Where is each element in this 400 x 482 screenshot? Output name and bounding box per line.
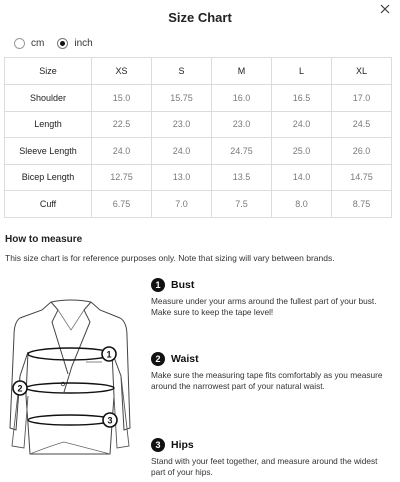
unit-option-cm[interactable]	[14, 38, 44, 49]
unit-label-cm: cm	[31, 37, 45, 49]
measure-item-bust	[151, 278, 391, 318]
size-table	[4, 57, 392, 218]
table-cell: 14.0	[272, 164, 332, 191]
table-cell: 24.75	[212, 138, 272, 165]
table-cell: 22.5	[92, 111, 152, 138]
radio-cm[interactable]	[14, 38, 25, 49]
row-label: Bicep Length	[5, 164, 92, 191]
unit-label-inch: inch	[74, 37, 93, 49]
row-label: Shoulder	[5, 85, 92, 112]
table-row	[5, 164, 392, 191]
table-cell: 23.0	[212, 111, 272, 138]
radio-inch[interactable]	[57, 38, 68, 49]
measure-item-hips	[151, 438, 391, 478]
table-header-cell: S	[152, 58, 212, 85]
jacket-illustration	[6, 296, 136, 476]
table-header-row	[5, 58, 392, 85]
row-label: Sleeve Length	[5, 138, 92, 165]
table-cell: 8.75	[332, 191, 392, 218]
step-number: 3	[151, 438, 165, 452]
table-cell: 8.0	[272, 191, 332, 218]
table-header-cell: M	[212, 58, 272, 85]
table-row	[5, 191, 392, 218]
table-cell: 25.0	[272, 138, 332, 165]
table-cell: 26.0	[332, 138, 392, 165]
marker-3	[103, 413, 117, 427]
table-cell: 24.0	[92, 138, 152, 165]
page-title: Size Chart	[168, 10, 232, 25]
reference-note: This size chart is for reference purposes only. Note that sizing will vary between brands.	[5, 253, 335, 263]
table-cell: 24.0	[272, 111, 332, 138]
table-header-cell: L	[272, 58, 332, 85]
step-description: Measure under your arms around the fullest part of your bust. Make sure to keep the tape level!	[151, 296, 377, 317]
table-cell: 16.5	[272, 85, 332, 112]
table-cell: 16.0	[212, 85, 272, 112]
table-cell: 24.0	[152, 138, 212, 165]
step-description: Stand with your feet together, and measure around the widest part of your hips.	[151, 456, 378, 477]
table-cell: 7.0	[152, 191, 212, 218]
table-cell: 13.0	[152, 164, 212, 191]
step-number: 1	[151, 278, 165, 292]
measure-item-waist	[151, 352, 391, 392]
marker-1	[102, 347, 116, 361]
unit-option-inch[interactable]	[57, 38, 92, 49]
table-cell: 14.75	[332, 164, 392, 191]
step-name: Hips	[171, 439, 194, 451]
row-label: Length	[5, 111, 92, 138]
step-name: Waist	[171, 353, 199, 365]
svg-text:2: 2	[17, 383, 23, 394]
table-cell: 15.0	[92, 85, 152, 112]
unit-selector	[14, 35, 106, 51]
table-cell: 7.5	[212, 191, 272, 218]
table-header-cell: XS	[92, 58, 152, 85]
table-cell: 6.75	[92, 191, 152, 218]
table-cell: 13.5	[212, 164, 272, 191]
table-header-cell: Size	[5, 58, 92, 85]
table-header-cell: XL	[332, 58, 392, 85]
table-cell: 24.5	[332, 111, 392, 138]
table-row	[5, 85, 392, 112]
step-number: 2	[151, 352, 165, 366]
svg-text:1: 1	[106, 349, 112, 360]
table-row	[5, 111, 392, 138]
table-cell: 15.75	[152, 85, 212, 112]
table-cell: 12.75	[92, 164, 152, 191]
table-cell: 17.0	[332, 85, 392, 112]
step-name: Bust	[171, 279, 195, 291]
svg-text:3: 3	[107, 415, 113, 426]
row-label: Cuff	[5, 191, 92, 218]
marker-2	[13, 381, 27, 395]
section-heading: How to measure	[5, 234, 83, 245]
table-cell: 23.0	[152, 111, 212, 138]
table-row	[5, 138, 392, 165]
step-description: Make sure the measuring tape fits comfortably as you measure around the narrowest part of your natural waist.	[151, 370, 383, 391]
